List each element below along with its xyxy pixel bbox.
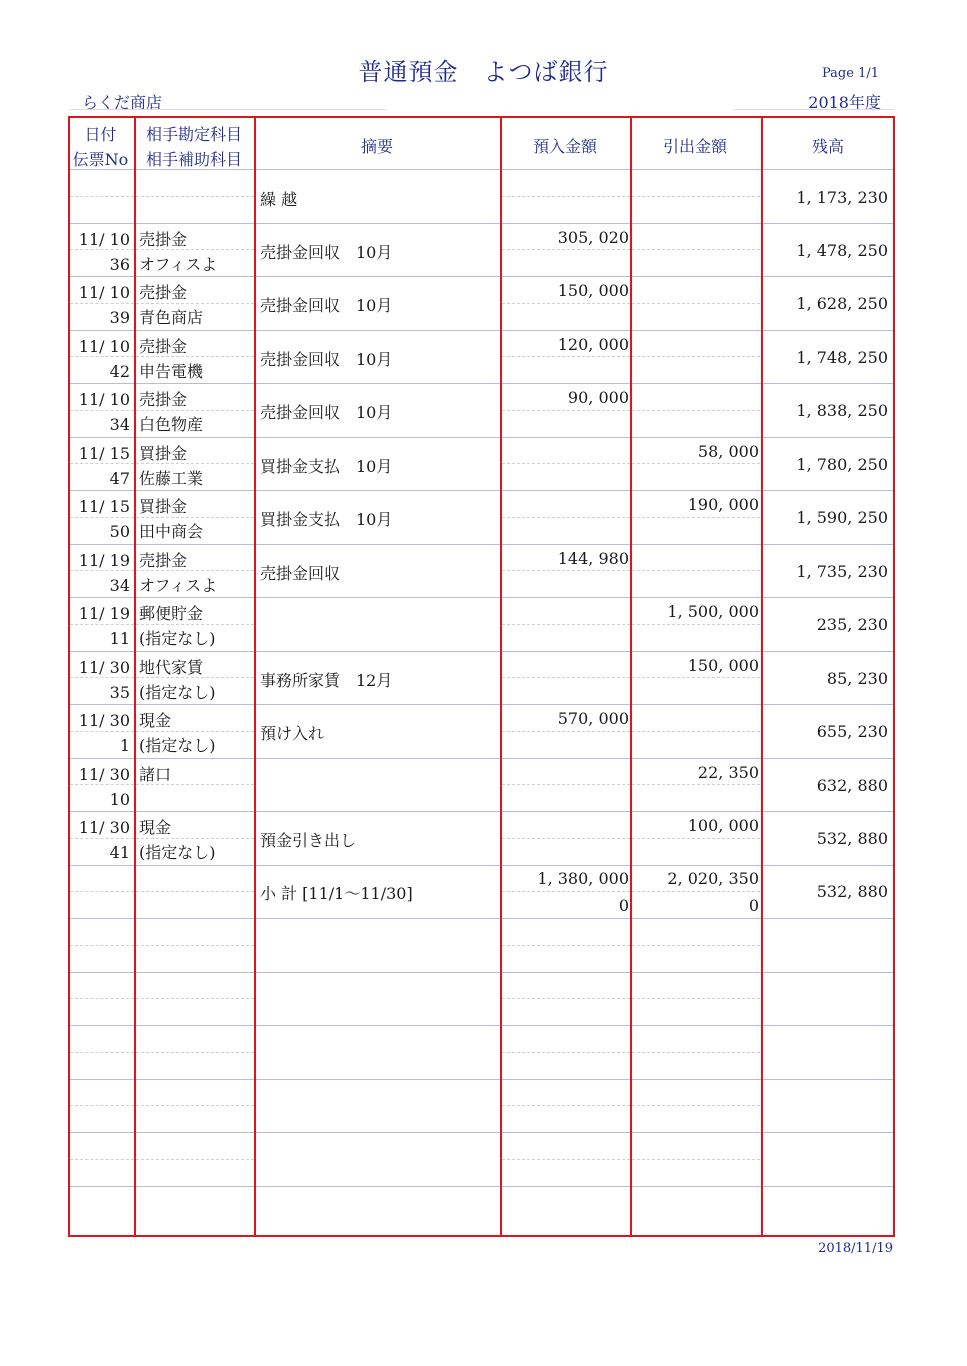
row-balance: 1, 748, 250 — [796, 348, 888, 367]
page-title: 普通預金 よつば銀行 — [358, 58, 609, 86]
row-withdrawal: 22, 350 — [697, 763, 759, 782]
row-divider — [68, 490, 895, 491]
row-midline — [502, 196, 630, 197]
row-midline — [70, 410, 134, 411]
row-description: 売掛金回収 10月 — [260, 243, 393, 262]
row-date: 11/ 30 — [78, 711, 130, 730]
row-sub-account: オフィスよ — [139, 255, 218, 274]
row-divider — [68, 597, 895, 598]
row-sub-account: (指定なし) — [139, 683, 216, 702]
row-description: 買掛金支払 10月 — [260, 457, 393, 476]
row-midline — [632, 1105, 760, 1106]
row-divider — [68, 918, 895, 919]
row-midline — [136, 945, 254, 946]
row-date: 11/ 30 — [78, 765, 130, 784]
header-description: 摘要 — [360, 137, 393, 156]
row-midline — [502, 410, 630, 411]
row-balance: 1, 590, 250 — [796, 508, 888, 527]
row-midline — [136, 517, 254, 518]
row-midline — [136, 249, 254, 250]
row-midline — [502, 891, 630, 892]
subtotal-balance: 532, 880 — [816, 882, 888, 901]
row-balance: 235, 230 — [816, 615, 888, 634]
row-divider — [68, 758, 895, 759]
row-balance: 532, 880 — [816, 829, 888, 848]
row-deposit: 90, 000 — [567, 388, 629, 407]
row-midline — [136, 410, 254, 411]
row-sub-account: (指定なし) — [139, 736, 216, 755]
row-balance: 1, 478, 250 — [796, 241, 888, 260]
row-divider — [68, 437, 895, 438]
row-deposit: 144, 980 — [557, 549, 629, 568]
row-midline — [70, 677, 134, 678]
header-account: 相手勘定科目 — [145, 125, 242, 144]
row-midline — [632, 838, 760, 839]
row-midline — [502, 838, 630, 839]
row-midline — [632, 677, 760, 678]
row-divider — [68, 276, 895, 277]
row-midline — [136, 303, 254, 304]
row-account: 売掛金 — [139, 337, 188, 356]
year-underline — [734, 109, 894, 110]
row-midline — [632, 784, 760, 785]
row-midline — [632, 410, 760, 411]
row-midline — [632, 517, 760, 518]
row-midline — [502, 1105, 630, 1106]
row-midline — [136, 838, 254, 839]
row-midline — [136, 998, 254, 999]
subtotal-deposit-2: 0 — [618, 896, 629, 915]
row-midline — [136, 677, 254, 678]
row-description: 事務所家賃 12月 — [260, 671, 393, 690]
row-midline — [136, 784, 254, 785]
row-divider — [68, 1186, 895, 1187]
row-date: 11/ 19 — [78, 551, 130, 570]
row-midline — [632, 196, 760, 197]
row-midline — [502, 1052, 630, 1053]
carryover-label: 繰 越 — [260, 190, 298, 209]
row-deposit: 570, 000 — [557, 709, 629, 728]
row-description: 売掛金回収 10月 — [260, 296, 393, 315]
row-voucher-no: 35 — [109, 683, 130, 702]
row-date: 11/ 10 — [78, 337, 130, 356]
row-withdrawal: 190, 000 — [687, 495, 759, 514]
row-voucher-no: 11 — [109, 629, 130, 648]
row-voucher-no: 47 — [109, 469, 130, 488]
row-midline — [70, 303, 134, 304]
header-withdrawal: 引出金額 — [662, 137, 727, 156]
table-top-border — [68, 116, 895, 118]
row-divider — [68, 383, 895, 384]
row-description: 売掛金回収 10月 — [260, 350, 393, 369]
header-date: 日付 — [84, 125, 117, 144]
row-voucher-no: 42 — [109, 362, 130, 381]
row-voucher-no: 10 — [109, 790, 130, 809]
row-midline — [70, 891, 134, 892]
row-sub-account: 申告電機 — [139, 362, 204, 381]
header-sub-account: 相手補助科目 — [145, 150, 242, 169]
row-midline — [70, 998, 134, 999]
column-divider — [500, 116, 502, 1237]
row-balance: 1, 735, 230 — [796, 562, 888, 581]
row-divider — [68, 704, 895, 705]
fiscal-year: 2018年度 — [808, 93, 881, 112]
row-divider — [68, 811, 895, 812]
subtotal-deposit: 1, 380, 000 — [537, 869, 629, 888]
row-account: 現金 — [139, 818, 172, 837]
column-divider — [254, 116, 256, 1237]
row-deposit: 305, 020 — [557, 228, 629, 247]
row-divider — [68, 544, 895, 545]
row-date: 11/ 30 — [78, 818, 130, 837]
row-account: 売掛金 — [139, 230, 188, 249]
row-midline — [502, 249, 630, 250]
row-balance: 655, 230 — [816, 722, 888, 741]
subtotal-withdrawal-2: 0 — [748, 896, 759, 915]
row-description: 買掛金支払 10月 — [260, 510, 393, 529]
row-midline — [136, 624, 254, 625]
row-voucher-no: 34 — [109, 415, 130, 434]
row-midline — [632, 356, 760, 357]
row-withdrawal: 58, 000 — [697, 442, 759, 461]
row-sub-account: (指定なし) — [139, 629, 216, 648]
print-date: 2018/11/19 — [818, 1241, 893, 1256]
header-deposit: 預入金額 — [532, 137, 597, 156]
company-underline — [70, 109, 386, 110]
row-midline — [70, 731, 134, 732]
row-midline — [70, 624, 134, 625]
row-divider — [68, 651, 895, 652]
row-balance: 85, 230 — [826, 669, 888, 688]
row-balance: 1, 838, 250 — [796, 401, 888, 420]
row-midline — [136, 891, 254, 892]
row-midline — [632, 303, 760, 304]
row-midline — [136, 1159, 254, 1160]
header-balance: 残高 — [811, 137, 844, 156]
row-account: 地代家賃 — [139, 658, 204, 677]
row-midline — [136, 463, 254, 464]
row-date: 11/ 10 — [78, 283, 130, 302]
row-withdrawal: 1, 500, 000 — [667, 602, 759, 621]
row-date: 11/ 19 — [78, 604, 130, 623]
row-voucher-no: 50 — [109, 522, 130, 541]
column-divider — [134, 116, 136, 1237]
row-midline — [632, 945, 760, 946]
row-midline — [70, 784, 134, 785]
row-midline — [632, 1052, 760, 1053]
row-midline — [136, 570, 254, 571]
row-midline — [136, 1105, 254, 1106]
row-midline — [70, 945, 134, 946]
column-divider — [761, 116, 763, 1237]
column-divider — [630, 116, 632, 1237]
row-midline — [70, 463, 134, 464]
row-date: 11/ 10 — [78, 390, 130, 409]
row-account: 売掛金 — [139, 283, 188, 302]
row-sub-account: 田中商会 — [139, 522, 204, 541]
row-account: 郵便貯金 — [139, 604, 204, 623]
row-midline — [70, 1105, 134, 1106]
row-midline — [70, 838, 134, 839]
company-name: らくだ商店 — [82, 93, 163, 112]
row-account: 買掛金 — [139, 444, 188, 463]
row-balance: 632, 880 — [816, 776, 888, 795]
row-midline — [136, 356, 254, 357]
row-description: 預金引き出し — [260, 831, 357, 850]
row-sub-account: 白色物産 — [139, 415, 204, 434]
row-date: 11/ 10 — [78, 230, 130, 249]
row-date: 11/ 30 — [78, 658, 130, 677]
row-midline — [502, 356, 630, 357]
row-midline — [502, 517, 630, 518]
row-account: 売掛金 — [139, 551, 188, 570]
subtotal-label: 小 計 [11/1～11/30] — [260, 884, 413, 903]
row-midline — [632, 624, 760, 625]
row-voucher-no: 39 — [109, 308, 130, 327]
page-number: Page 1/1 — [822, 66, 879, 81]
row-midline — [502, 945, 630, 946]
row-midline — [632, 1159, 760, 1160]
row-midline — [70, 356, 134, 357]
row-sub-account: 佐藤工業 — [139, 469, 204, 488]
row-midline — [502, 624, 630, 625]
row-midline — [70, 196, 134, 197]
row-description: 売掛金回収 — [260, 564, 341, 583]
ledger-table — [68, 116, 895, 1237]
row-sub-account: オフィスよ — [139, 576, 218, 595]
row-midline — [70, 517, 134, 518]
row-midline — [632, 249, 760, 250]
row-withdrawal: 150, 000 — [687, 656, 759, 675]
table-bottom-border — [68, 1235, 895, 1237]
row-midline — [70, 1052, 134, 1053]
row-date: 11/ 15 — [78, 444, 130, 463]
column-divider — [68, 116, 70, 1237]
row-midline — [136, 731, 254, 732]
header-voucher-no: 伝票No — [72, 150, 129, 169]
row-divider — [68, 223, 895, 224]
row-sub-account: (指定なし) — [139, 843, 216, 862]
row-account: 買掛金 — [139, 497, 188, 516]
row-balance: 1, 780, 250 — [796, 455, 888, 474]
row-account: 諸口 — [139, 765, 172, 784]
row-midline — [632, 891, 760, 892]
row-midline — [632, 463, 760, 464]
row-voucher-no: 36 — [109, 255, 130, 274]
row-midline — [632, 998, 760, 999]
row-divider — [68, 865, 895, 866]
row-voucher-no: 41 — [109, 843, 130, 862]
row-midline — [136, 196, 254, 197]
row-midline — [632, 570, 760, 571]
row-midline — [70, 1159, 134, 1160]
row-account: 売掛金 — [139, 390, 188, 409]
row-divider — [68, 330, 895, 331]
row-midline — [502, 570, 630, 571]
row-sub-account: 青色商店 — [139, 308, 204, 327]
row-divider — [68, 1079, 895, 1080]
row-voucher-no: 34 — [109, 576, 130, 595]
row-voucher-no: 1 — [119, 736, 130, 755]
row-midline — [502, 1159, 630, 1160]
row-date: 11/ 15 — [78, 497, 130, 516]
column-divider — [893, 116, 895, 1237]
row-divider — [68, 1132, 895, 1133]
row-deposit: 150, 000 — [557, 281, 629, 300]
row-balance: 1, 628, 250 — [796, 294, 888, 313]
row-midline — [502, 784, 630, 785]
row-midline — [70, 249, 134, 250]
row-midline — [632, 731, 760, 732]
row-midline — [502, 303, 630, 304]
row-midline — [502, 677, 630, 678]
row-description: 売掛金回収 10月 — [260, 403, 393, 422]
row-description: 預け入れ — [260, 724, 325, 743]
row-midline — [136, 1052, 254, 1053]
row-midline — [70, 570, 134, 571]
carryover-balance: 1, 173, 230 — [796, 188, 888, 207]
row-divider — [68, 972, 895, 973]
row-divider — [68, 1025, 895, 1026]
row-withdrawal: 100, 000 — [687, 816, 759, 835]
row-divider — [68, 169, 895, 170]
row-account: 現金 — [139, 711, 172, 730]
row-midline — [502, 463, 630, 464]
row-deposit: 120, 000 — [557, 335, 629, 354]
row-midline — [502, 998, 630, 999]
row-midline — [502, 731, 630, 732]
subtotal-withdrawal: 2, 020, 350 — [667, 869, 759, 888]
